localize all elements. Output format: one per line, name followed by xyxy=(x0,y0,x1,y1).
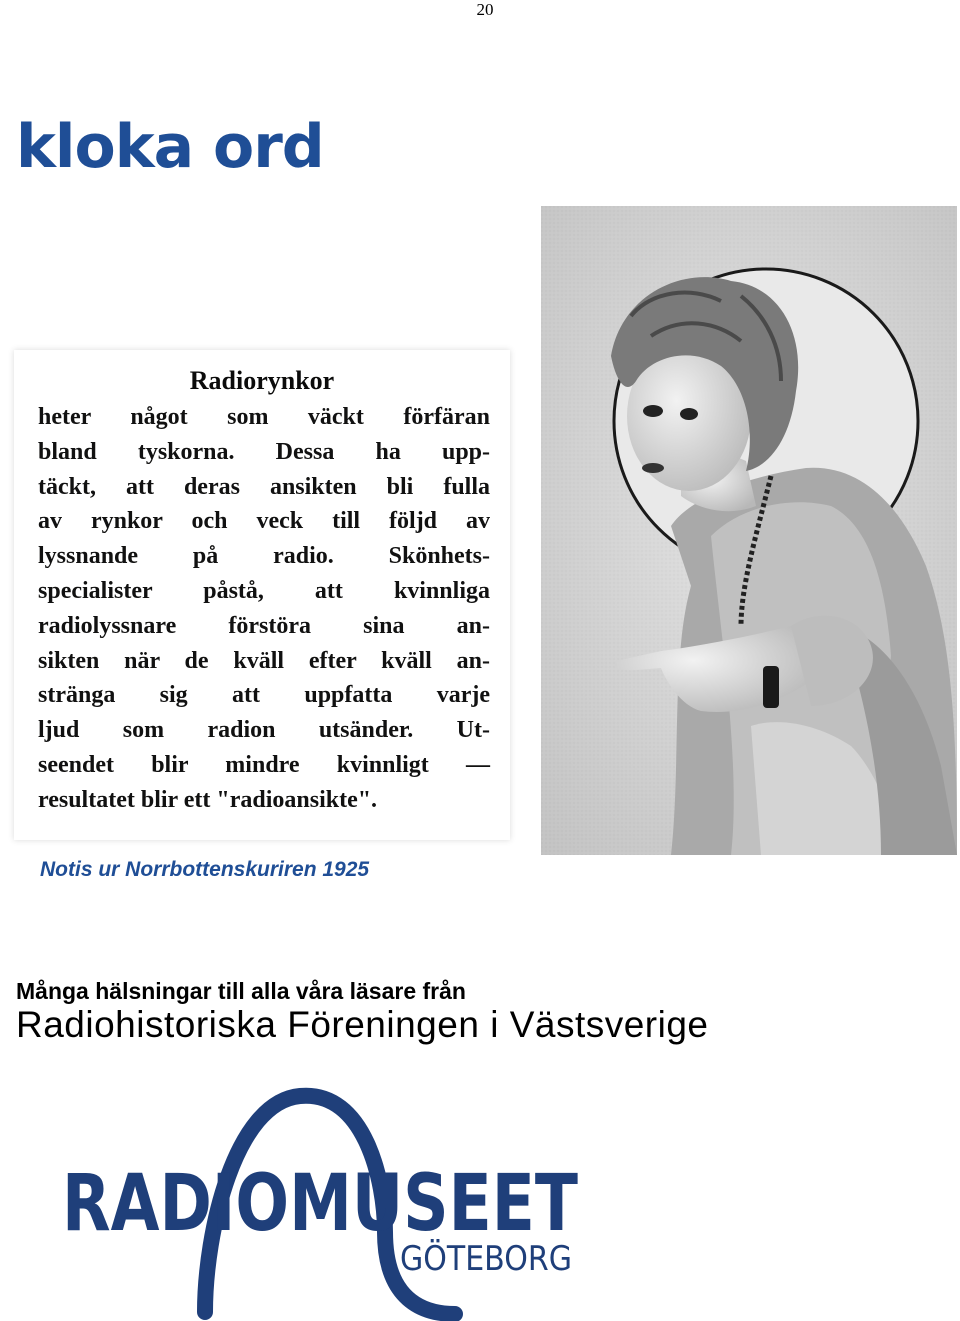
organization-name: Radiohistoriska Föreningen i Västsverige xyxy=(16,1004,709,1045)
clipping-line: heter något som väckt förfäran xyxy=(38,404,490,430)
newspaper-clipping xyxy=(14,350,510,840)
clipping-line: lyssnande på radio. Skönhets- xyxy=(38,543,490,570)
clipping-line: täckt, att deras ansikten bli fulla xyxy=(38,473,490,500)
clipping-line: specialister påstå, att kvinnliga xyxy=(38,577,490,604)
clipping-line: stränga sig att uppfatta varje xyxy=(38,682,490,709)
clipping-line: seendet blir mindre kvinnligt — xyxy=(38,751,490,778)
clipping-title: Radiorynkor xyxy=(189,366,335,395)
clipping-line: resultatet blir ett "radioansikte". xyxy=(38,786,378,813)
section-heading: kloka ord xyxy=(16,112,324,182)
clipping-line: sikten när de kväll efter kväll an- xyxy=(38,647,490,674)
logo-name: RADIOMUSEET xyxy=(62,1159,578,1249)
vintage-portrait-photo xyxy=(541,206,957,855)
greeting-text: Många hälsningar till alla våra läsare från xyxy=(16,978,466,1004)
clipping-line: radiolyssnare förstöra sina an- xyxy=(38,612,490,639)
clipping-line: ljud som radion utsänder. Ut- xyxy=(38,717,490,744)
clipping-body xyxy=(38,400,490,818)
clipping-line: bland tyskorna. Dessa ha upp- xyxy=(38,438,490,465)
logo-city: GÖTEBORG xyxy=(400,1239,595,1279)
page-number: 20 xyxy=(476,0,494,19)
clipping-caption: Notis ur Norrbottenskuriren 1925 xyxy=(40,858,370,881)
radiomuseet-logo xyxy=(60,1082,595,1316)
clipping-line: av rynkor och veck till följd av xyxy=(38,508,490,535)
